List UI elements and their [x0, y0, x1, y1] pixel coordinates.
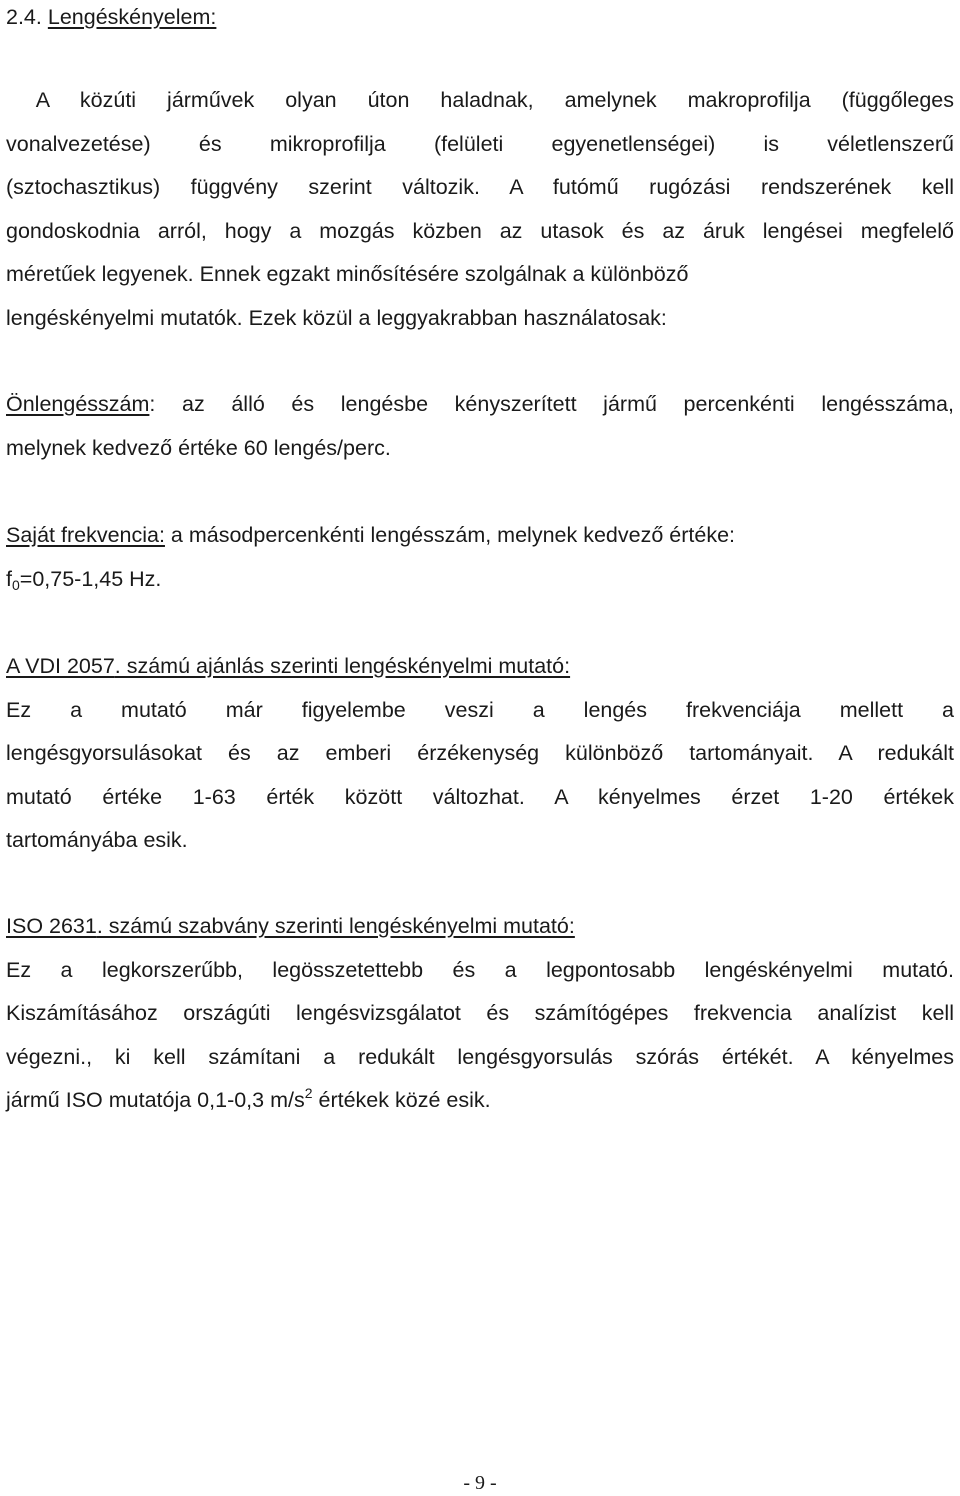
- intro-line-3: (sztochasztikus) függvény szerint változik. A futómű rugózási rendszerének kell: [6, 175, 954, 200]
- onlengesszam-term: Önlengésszám: [6, 392, 150, 416]
- page-number: - 9 -: [463, 1472, 497, 1494]
- vdi-paragraph: [6, 645, 954, 863]
- intro-line-4: gondoskodnia arról, hogy a mozgás közben az utasok és az áruk lengései megfelelő: [6, 218, 954, 243]
- intro-paragraph: [6, 79, 954, 341]
- vdi-heading-rest: . számú ajánlás szerinti lengéskényelmi mutató:: [114, 654, 571, 678]
- frequency-symbol: f: [6, 566, 12, 591]
- intro-line-5: méretűek legyenek. Ennek egzakt minősítésére szolgálnak a különböző: [6, 262, 689, 287]
- onlengesszam-line-1: [6, 383, 954, 427]
- vdi-line-1: Ez a mutató már figyelembe veszi a lengés frekvenciája mellett a: [6, 697, 954, 722]
- intro-line-2: vonalvezetése) és mikroprofilja (felületi egyenetlenségei) is véletlenszerű: [6, 131, 954, 156]
- iso-line-3: végezni., ki kell számítani a redukált lengésgyorsulás szórás értékét. A kényelmes: [6, 1044, 954, 1069]
- vdi-line-4: tartományába esik.: [6, 828, 188, 853]
- iso-line-2: Kiszámításához országúti lengésvizsgálatot és számítógépes frekvencia analízist kell: [6, 1001, 954, 1026]
- iso-heading: [6, 905, 954, 949]
- sajat-frekvencia-definition: a másodpercenkénti lengésszám, melynek kedvező értéke:: [164, 523, 735, 547]
- iso-heading-standard: ISO 2631: [6, 914, 97, 938]
- vdi-heading-standard: A VDI 2057: [6, 654, 115, 678]
- section-title: Lengéskényelem:: [47, 5, 217, 29]
- intro-line-1: A közúti járművek olyan úton haladnak, amelynek makroprofilja (függőleges: [6, 88, 954, 112]
- sajat-frekvencia-line-2: [6, 558, 954, 602]
- vdi-heading: [6, 645, 954, 689]
- frequency-subscript: 0: [11, 576, 20, 593]
- iso-paragraph: [6, 905, 954, 1123]
- onlengesszam-definition: : az álló és lengésbe kényszerített jármű percenkénti lengésszáma,: [149, 392, 954, 416]
- section-heading: [6, 3, 216, 31]
- section-number: 2.4.: [6, 5, 42, 29]
- sajat-frekvencia-term: Saját frekvencia:: [6, 523, 165, 547]
- iso-unit-superscript: 2: [304, 1085, 313, 1102]
- frequency-value: =0,75-1,45 Hz.: [19, 566, 162, 591]
- sajat-frekvencia-paragraph: [6, 514, 954, 601]
- sajat-frekvencia-line-1: [6, 514, 954, 558]
- iso-heading-rest: . számú szabvány szerinti lengéskényelmi mutató:: [96, 914, 575, 938]
- vdi-line-3: mutató értéke 1-63 érték között változhat. A kényelmes érzet 1-20 értékek: [6, 784, 954, 809]
- iso-line-1: Ez a legkorszerűbb, legösszetettebb és a legpontosabb lengéskényelmi mutató.: [6, 957, 954, 982]
- iso-last-line-end: értékek közé esik.: [312, 1088, 491, 1113]
- onlengesszam-paragraph: [6, 383, 954, 470]
- vdi-line-2: lengésgyorsulásokat és az emberi érzékenység különböző tartományait. A redukált: [6, 741, 954, 766]
- iso-line-4: [6, 1079, 954, 1123]
- iso-last-line-start: jármű ISO mutatója 0,1-0,3 m/s: [6, 1088, 305, 1113]
- intro-line-6: lengéskényelmi mutatók. Ezek közül a leggyakrabban használatosak:: [6, 305, 667, 330]
- onlengesszam-line-2: melynek kedvező értéke 60 lengés/perc.: [6, 435, 391, 460]
